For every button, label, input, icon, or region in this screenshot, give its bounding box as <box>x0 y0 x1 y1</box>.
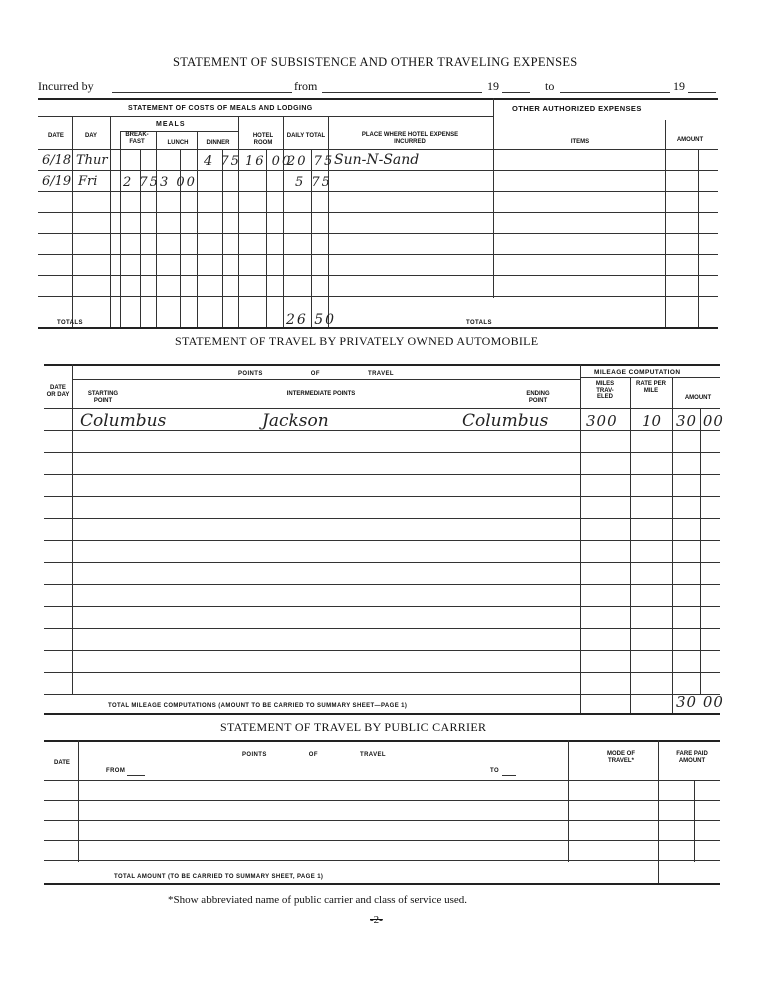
year-field-2[interactable] <box>688 92 716 93</box>
auto-total-value: 30 00 <box>676 693 724 711</box>
carrier-from-field[interactable] <box>127 775 145 776</box>
meals-col-line <box>238 116 239 327</box>
form-title: STATEMENT OF SUBSISTENCE AND OTHER TRAVELING EXPENSES <box>173 55 578 69</box>
other-totals-label: TOTALS <box>466 320 492 326</box>
auto-row-line <box>44 496 720 497</box>
meals-bottom-border <box>38 327 718 329</box>
other-col-amount: AMOUNT <box>676 137 704 143</box>
auto-col-start: STARTING POINT <box>87 391 119 404</box>
meals-top-border <box>38 98 718 100</box>
carrier-row-line <box>44 860 720 861</box>
auto-points-divider <box>72 379 580 380</box>
meals-row1-day: Thur <box>76 153 108 168</box>
meals-row1-place: Sun-N-Sand <box>334 152 420 168</box>
meals-col-date: DATE <box>48 133 64 139</box>
carrier-col-mode: MODE OF TRAVEL* <box>607 751 635 764</box>
auto-points-header: POINTS OF TRAVEL <box>238 371 394 377</box>
auto-col-line <box>672 377 673 713</box>
auto-section-title: STATEMENT OF TRAVEL BY PRIVATELY OWNED AUTOMOBILE <box>175 334 539 348</box>
meals-row2-day: Fri <box>78 174 98 189</box>
meals-col-line <box>266 149 267 327</box>
auto-col-date: DATE OR DAY <box>46 385 70 398</box>
year-field-1[interactable] <box>502 92 530 93</box>
auto-mileage-divider <box>580 377 720 378</box>
auto-top-border <box>44 364 720 366</box>
auto-row-line <box>44 672 720 673</box>
meals-row1-hotel: 16 00 <box>245 154 293 169</box>
carrier-total-label: TOTAL AMOUNT (TO BE CARRIED TO SUMMARY SHEET, PAGE 1) <box>114 874 324 880</box>
meals-col-line <box>156 131 157 327</box>
carrier-row-line <box>44 820 720 821</box>
meals-col-line <box>110 116 111 327</box>
meals-col-line <box>222 149 223 327</box>
meals-col-hotel: HOTEL ROOM <box>252 133 274 146</box>
meals-col-dinner: DINNER <box>206 140 230 146</box>
auto-row-line <box>44 518 720 519</box>
carrier-section-title: STATEMENT OF TRAVEL BY PUBLIC CARRIER <box>220 720 487 734</box>
meals-col-day: DAY <box>84 133 98 139</box>
auto-col-miles: MILES TRAV- ELED <box>595 381 615 400</box>
incurred-by-field[interactable] <box>112 92 292 93</box>
meals-col-line <box>197 131 198 327</box>
meals-section-title: STATEMENT OF COSTS OF MEALS AND LODGING <box>128 105 313 112</box>
meals-total-value: 26 50 <box>286 312 337 328</box>
meals-col-line <box>283 116 284 327</box>
auto-header-bottom <box>44 408 720 409</box>
auto-row-line <box>44 650 720 651</box>
meals-totals-label: TOTALS <box>57 320 83 326</box>
auto-col-amount: AMOUNT <box>684 395 712 401</box>
meals-title-divider <box>38 116 493 117</box>
meals-col-lunch: LUNCH <box>167 140 189 146</box>
auto-row-line <box>44 694 720 695</box>
auto-row-line <box>44 606 720 607</box>
auto-row-line <box>44 628 720 629</box>
meals-col-line <box>120 131 121 327</box>
other-col-line <box>698 149 699 327</box>
meals-col-place: PLACE WHERE HOTEL EXPENSE INCURRED <box>361 132 459 145</box>
auto-row-line <box>44 452 720 453</box>
carrier-col-line <box>658 740 659 883</box>
meals-col-daily: DAILY TOTAL <box>286 133 326 139</box>
year-label-1: 19 <box>487 79 499 93</box>
carrier-col-line <box>694 780 695 862</box>
incurred-by-label: Incurred by <box>38 79 94 93</box>
auto-col-intermediate: INTERMEDIATE POINTS <box>286 391 356 397</box>
auto-row-line <box>44 540 720 541</box>
auto-row1-rate: 10 <box>642 412 662 430</box>
meals-group-label: MEALS <box>156 121 186 128</box>
other-col-line <box>665 120 666 327</box>
auto-col-rate: RATE PER MILE <box>636 381 666 394</box>
auto-col-line <box>72 364 73 695</box>
carrier-row-line <box>44 840 720 841</box>
to-label: to <box>545 79 555 93</box>
carrier-bottom-border <box>44 883 720 885</box>
meals-row2-daily: 5 75 <box>295 175 332 190</box>
auto-row-line <box>44 562 720 563</box>
carrier-col-line <box>78 740 79 862</box>
from-date-field[interactable] <box>322 92 482 93</box>
meals-row1-date: 6/18 <box>42 153 72 168</box>
meals-col-line <box>72 116 73 327</box>
auto-bottom-border <box>44 713 720 715</box>
auto-row1-start: Columbus <box>80 411 167 431</box>
auto-row1-miles: 300 <box>586 412 618 430</box>
meals-col-breakfast: BREAK- FAST <box>125 132 149 145</box>
auto-total-label: TOTAL MILEAGE COMPUTATIONS (AMOUNT TO BE CARRIED TO SUMMARY SHEET—PAGE 1) <box>108 703 408 709</box>
to-date-field[interactable] <box>560 92 670 93</box>
auto-col-end: ENDING POINT <box>526 391 550 404</box>
meals-row1-daily: 20 75 <box>287 154 335 169</box>
meals-row1-dinner: 4 75 <box>204 154 241 169</box>
carrier-points-header: POINTS OF TRAVEL <box>242 752 386 758</box>
meals-row2-lunch: 3 00 <box>160 175 197 190</box>
auto-col-line <box>580 364 581 713</box>
auto-row1-intermediate: Jackson <box>262 411 329 431</box>
other-col-items: ITEMS <box>570 139 590 145</box>
auto-row1-end: Columbus <box>462 411 549 431</box>
carrier-row-line <box>44 800 720 801</box>
carrier-top-border <box>44 740 720 742</box>
meals-row2-date: 6/19 <box>42 174 72 189</box>
footnote: *Show abbreviated name of public carrier and class of service used. <box>168 894 468 906</box>
carrier-from-label: FROM <box>106 768 126 774</box>
carrier-to-field[interactable] <box>502 775 516 776</box>
from-label: from <box>294 79 318 93</box>
meals-row2-breakfast: 2 75 <box>123 175 160 190</box>
year-label-2: 19 <box>673 79 685 93</box>
auto-col-line <box>630 377 631 713</box>
auto-row-line <box>44 584 720 585</box>
auto-row1-amount: 30 00 <box>676 412 724 430</box>
carrier-header-bottom <box>44 780 720 781</box>
carrier-col-fare: FARE PAID AMOUNT <box>676 751 708 764</box>
meals-col-line <box>493 98 494 298</box>
auto-mileage-header: MILEAGE COMPUTATION <box>594 369 681 376</box>
carrier-col-line <box>568 740 569 862</box>
auto-row-line <box>44 474 720 475</box>
carrier-to-label: TO <box>490 768 500 774</box>
auto-col-line <box>700 408 701 695</box>
page-number: -2- <box>370 914 383 926</box>
meals-col-line <box>328 116 329 327</box>
carrier-col-date: DATE <box>54 760 70 766</box>
other-expenses-title: OTHER AUTHORIZED EXPENSES <box>512 104 642 113</box>
